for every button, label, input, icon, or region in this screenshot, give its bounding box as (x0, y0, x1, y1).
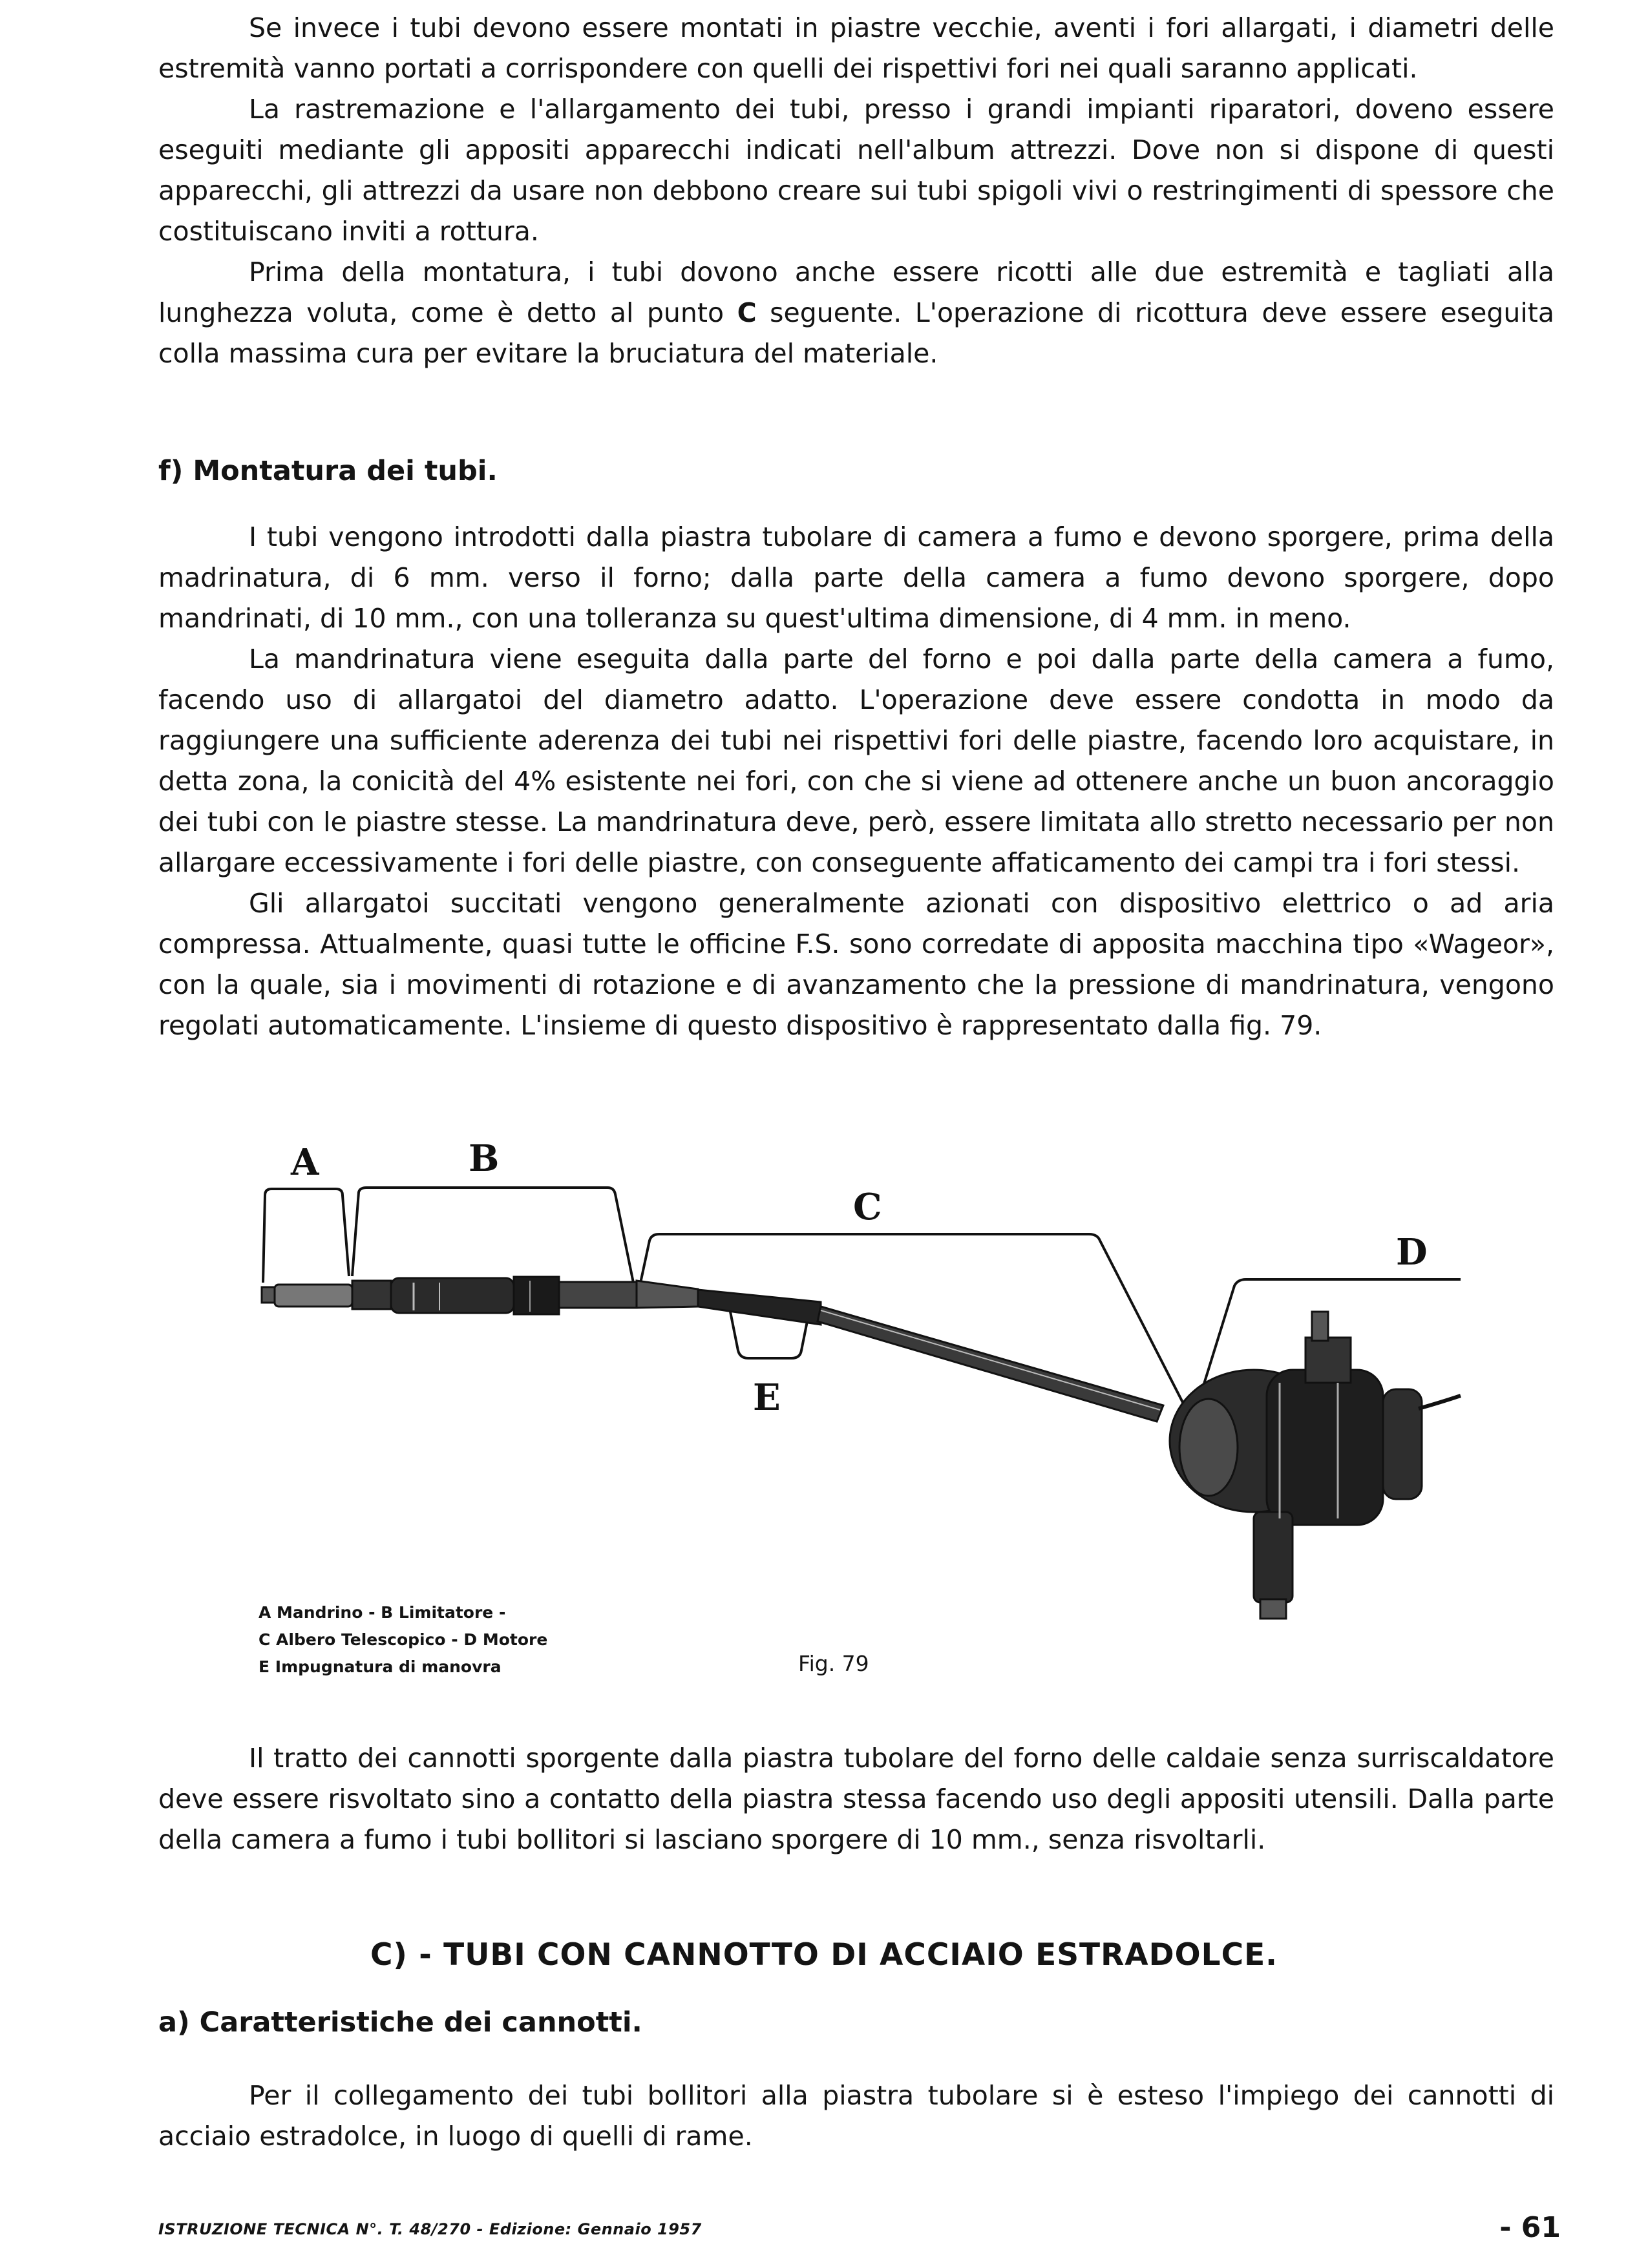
legend-line: A Mandrino - B Limitatore - (259, 1603, 506, 1622)
figure-label-b: B (469, 1137, 500, 1180)
figure-label-c: C (853, 1186, 882, 1228)
subsection-heading-caratteristiche: a) Caratteristiche dei cannotti. (158, 2006, 642, 2039)
figure-label-a: A (291, 1141, 319, 1184)
after-figure-text (158, 1738, 1554, 1860)
reference-letter: C (737, 297, 757, 328)
bracket-b (352, 1188, 633, 1283)
telescopic-shaft (637, 1281, 1163, 1422)
figure-label-e: E (753, 1376, 781, 1419)
paragraph: I tubi vengono introdotti dalla piastra tubolare di camera a fumo e devono sporgere, prima della madrinatura, di 6 mm. verso il forno; dalla parte della camera a fumo devono sporgere, dopo mandrinati, di 10 mm., con una tolleranza su quest'ultima dimensione, di 4 mm. in meno. (158, 521, 1554, 634)
figure-legend (259, 1599, 547, 1681)
paragraph: Se invece i tubi devono essere montati in piastre vecchie, aventi i fori allargati, i diametri delle estremità vanno portati a corrispondere con quelli dei rispettivi fori nei quali saranno applicati. (158, 12, 1554, 84)
legend-line: E Impugnatura di manovra (259, 1657, 502, 1676)
intro-text (158, 8, 1554, 374)
montatura-text (158, 517, 1554, 1046)
page-number: - 61 (1499, 2211, 1561, 2244)
figure-caption: Fig. 79 (798, 1651, 869, 1676)
figure-79 (246, 1137, 1474, 1641)
mandrel-and-limiter (262, 1277, 637, 1314)
section-heading-tubi-cannotto: C) - TUBI CON CANNOTTO DI ACCIAIO ESTRADOLCE. (370, 1937, 1278, 1973)
section-heading-montatura: f) Montatura dei tubi. (158, 455, 498, 487)
paragraph-text: Prima della montatura, i tubi dovono anche essere ricotti alle due estremità e tagliati alla lunghezza voluta, come è detto al punto (158, 257, 1554, 328)
bracket-a (263, 1189, 349, 1283)
paragraph (158, 252, 1554, 374)
legend-line: C Albero Telescopico - D Motore (259, 1630, 548, 1649)
paragraph: Per il collegamento dei tubi bollitori alla piastra tubolare si è esteso l'impiego dei cannotti di acciaio estradolce, in luogo di quelli di rame. (158, 2080, 1554, 2152)
caratteristiche-text (158, 2075, 1554, 2157)
bracket-c (640, 1234, 1186, 1409)
paragraph: La mandrinatura viene eseguita dalla parte del forno e poi dalla parte della camera a fumo, facendo uso di allargatoi del diametro adatto. L'operazione deve essere condotta in modo da raggiungere una sufficiente aderenza dei tubi nei rispettivi fori delle piastre, facendo loro acquistare, in detta zona, la conicità del 4% esistente nei fori, con che si viene ad ottenere anche un buon ancoraggio dei tubi con le piastre stesse. La mandrinatura deve, però, essere limitata allo stretto necessario per non allargare eccessivamente i fori delle piastre, con conseguente affaticamento dei campi tra i fori stessi. (158, 644, 1554, 878)
footer-reference: ISTRUZIONE TECNICA N°. T. 48/270 - Edizione: Gennaio 1957 (158, 2220, 702, 2238)
paragraph-text: seguente. L'operazione di ricottura deve essere eseguita colla massima cura per evitare la bruciatura del materiale. (158, 297, 1554, 369)
paragraph: La rastremazione e l'allargamento dei tubi, presso i grandi impianti riparatori, doveno essere eseguiti mediante gli appositi apparecchi indicati nell'album attrezzi. Dove non si dispone di questi apparecchi, gli attrezzi da usare non debbono creare sui tubi spigoli vivi o restringimenti di spessore che costituiscano inviti a rottura. (158, 94, 1554, 247)
paragraph: Il tratto dei cannotti sporgente dalla piastra tubolare del forno delle caldaie senza surriscaldatore deve essere risvoltato sino a contatto della piastra stessa facendo uso degli appositi utensili. Dalla parte della camera a fumo i tubi bollitori si lasciano sporgere di 10 mm., senza risvoltarli. (158, 1743, 1554, 1855)
paragraph: Gli allargatoi succitati vengono generalmente azionati con dispositivo elettrico o ad aria compressa. Attualmente, quasi tutte le officine F.S. sono corredate di apposita macchina tipo «Wageor», con la quale, sia i movimenti di rotazione e di avanzamento che la pressione di mandrinatura, vengono regolati automaticamente. L'insieme di questo dispositivo è rappresentato dalla fig. 79. (158, 888, 1554, 1041)
figure-label-d: D (1396, 1231, 1428, 1274)
